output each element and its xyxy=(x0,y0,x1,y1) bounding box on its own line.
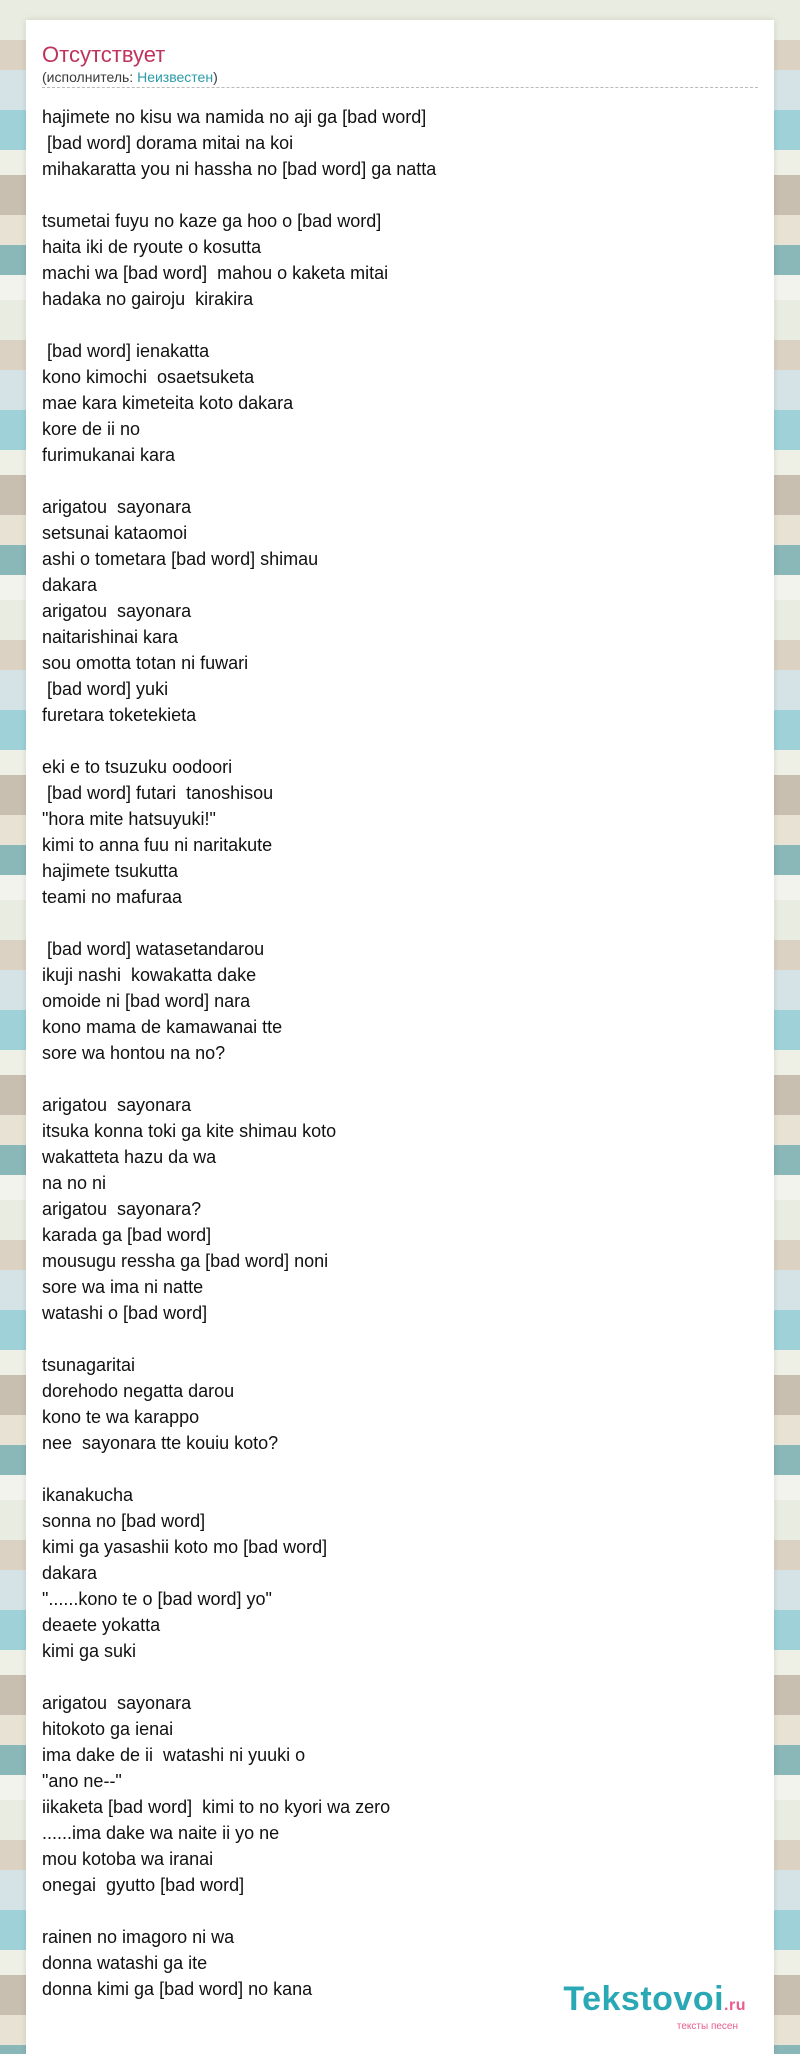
lyric-line: omoide ni [bad word] nara xyxy=(42,991,251,1011)
lyric-line: [bad word] dorama mitai na koi xyxy=(42,133,294,153)
lyric-line: mou kotoba wa iranai xyxy=(42,1849,214,1869)
logo-domain: .ru xyxy=(724,1997,746,2014)
lyric-line: donna kimi ga [bad word] no kana xyxy=(42,1979,313,1999)
lyric-line: setsunai kataomoi xyxy=(42,523,188,543)
lyric-line: "......kono te o [bad word] yo" xyxy=(42,1589,272,1609)
lyric-line xyxy=(42,182,742,208)
lyric-line: karada ga [bad word] xyxy=(42,1225,212,1245)
lyric-line: iikaketa [bad word] kimi to no kyori wa zero xyxy=(42,1797,391,1817)
lyric-line xyxy=(42,468,742,494)
lyric-line: kono kimochi osaetsuketa xyxy=(42,367,255,387)
lyric-line: kono mama de kamawanai tte xyxy=(42,1017,283,1037)
song-title: Отсутствует xyxy=(42,42,166,67)
artist-suffix: ) xyxy=(213,69,218,85)
lyric-line: wakatteta hazu da wa xyxy=(42,1147,217,1167)
lyric-line: deaete yokatta xyxy=(42,1615,161,1635)
lyric-line: hajimete tsukutta xyxy=(42,861,179,881)
lyric-line: kimi to anna fuu ni naritakute xyxy=(42,835,273,855)
lyric-line xyxy=(42,1898,742,1924)
lyric-line: tsumetai fuyu no kaze ga hoo o [bad word] xyxy=(42,211,382,231)
logo-tagline: тексты песен xyxy=(676,2021,738,2032)
lyric-line: teami no mafuraa xyxy=(42,887,183,907)
lyric-line xyxy=(42,1456,742,1482)
lyric-line: naitarishinai kara xyxy=(42,627,179,647)
lyric-line: donna watashi ga ite xyxy=(42,1953,208,1973)
artist-line xyxy=(42,68,758,86)
lyric-line: itsuka konna toki ga kite shimau koto xyxy=(42,1121,337,1141)
lyric-line: sonna no [bad word] xyxy=(42,1511,206,1531)
logo-name: Tekstovoi xyxy=(563,1980,725,2018)
lyric-line: tsunagaritai xyxy=(42,1355,136,1375)
lyric-line xyxy=(42,728,742,754)
lyric-line: mae kara kimeteita koto dakara xyxy=(42,393,294,413)
lyric-line: arigatou sayonara xyxy=(42,497,192,517)
lyric-line: arigatou sayonara xyxy=(42,1095,192,1115)
artist-link[interactable]: Неизвестен xyxy=(137,69,214,85)
lyric-line: ikuji nashi kowakatta dake xyxy=(42,965,257,985)
lyric-line: nee sayonara tte kouiu koto? xyxy=(42,1433,279,1453)
lyric-line: ima dake de ii watashi ni yuuki o xyxy=(42,1745,306,1765)
lyric-line: arigatou sayonara xyxy=(42,601,192,621)
lyric-line: sore wa hontou na no? xyxy=(42,1043,226,1063)
lyric-line: [bad word] watasetandarou xyxy=(42,939,265,959)
lyric-line: arigatou sayonara xyxy=(42,1693,192,1713)
lyric-line: "ano ne--" xyxy=(42,1771,122,1791)
lyric-line: kono te wa karappo xyxy=(42,1407,200,1427)
lyric-line: dorehodo negatta darou xyxy=(42,1381,235,1401)
lyric-line: kimi ga suki xyxy=(42,1641,137,1661)
lyric-line: [bad word] yuki xyxy=(42,679,169,699)
lyric-line xyxy=(42,1066,742,1092)
lyric-line: machi wa [bad word] mahou o kaketa mitai xyxy=(42,263,389,283)
lyric-line: furimukanai kara xyxy=(42,445,176,465)
lyric-line: sore wa ima ni natte xyxy=(42,1277,204,1297)
lyric-line xyxy=(42,1326,742,1352)
lyric-line: haita iki de ryoute o kosutta xyxy=(42,237,262,257)
lyric-line: eki e to tsuzuku oodoori xyxy=(42,757,233,777)
lyric-line: [bad word] ienakatta xyxy=(42,341,210,361)
lyric-line: arigatou sayonara? xyxy=(42,1199,202,1219)
lyric-line: mihakaratta you ni hassha no [bad word] ga natta xyxy=(42,159,437,179)
lyric-line: onegai gyutto [bad word] xyxy=(42,1875,245,1895)
site-logo[interactable] xyxy=(563,1980,746,2032)
lyric-line xyxy=(42,312,742,338)
lyric-line: dakara xyxy=(42,1563,98,1583)
lyric-line: kimi ga yasashii koto mo [bad word] xyxy=(42,1537,328,1557)
lyric-line: rainen no imagoro ni wa xyxy=(42,1927,235,1947)
lyric-line xyxy=(42,910,742,936)
lyric-line: mousugu ressha ga [bad word] noni xyxy=(42,1251,329,1271)
lyric-line: kore de ii no xyxy=(42,419,141,439)
lyric-line: ikanakucha xyxy=(42,1485,134,1505)
lyric-line xyxy=(42,1664,742,1690)
logo-wordmark xyxy=(563,1980,746,2025)
lyrics-text xyxy=(42,104,742,2002)
lyric-line: dakara xyxy=(42,575,98,595)
song-header xyxy=(42,42,758,88)
lyrics-card xyxy=(26,20,774,2054)
lyric-line: furetara toketekieta xyxy=(42,705,197,725)
lyric-line: "hora mite hatsuyuki!" xyxy=(42,809,216,829)
artist-prefix: (исполнитель: xyxy=(42,69,138,85)
lyric-line: hadaka no gairoju kirakira xyxy=(42,289,254,309)
lyric-line: watashi o [bad word] xyxy=(42,1303,208,1323)
lyric-line: ......ima dake wa naite ii yo ne xyxy=(42,1823,280,1843)
lyric-line: ashi o tometara [bad word] shimau xyxy=(42,549,319,569)
lyric-line: hajimete no kisu wa namida no aji ga [bad word] xyxy=(42,107,427,127)
lyric-line: [bad word] futari tanoshisou xyxy=(42,783,274,803)
lyric-line: hitokoto ga ienai xyxy=(42,1719,174,1739)
lyric-line: sou omotta totan ni fuwari xyxy=(42,653,249,673)
lyric-line: na no ni xyxy=(42,1173,107,1193)
